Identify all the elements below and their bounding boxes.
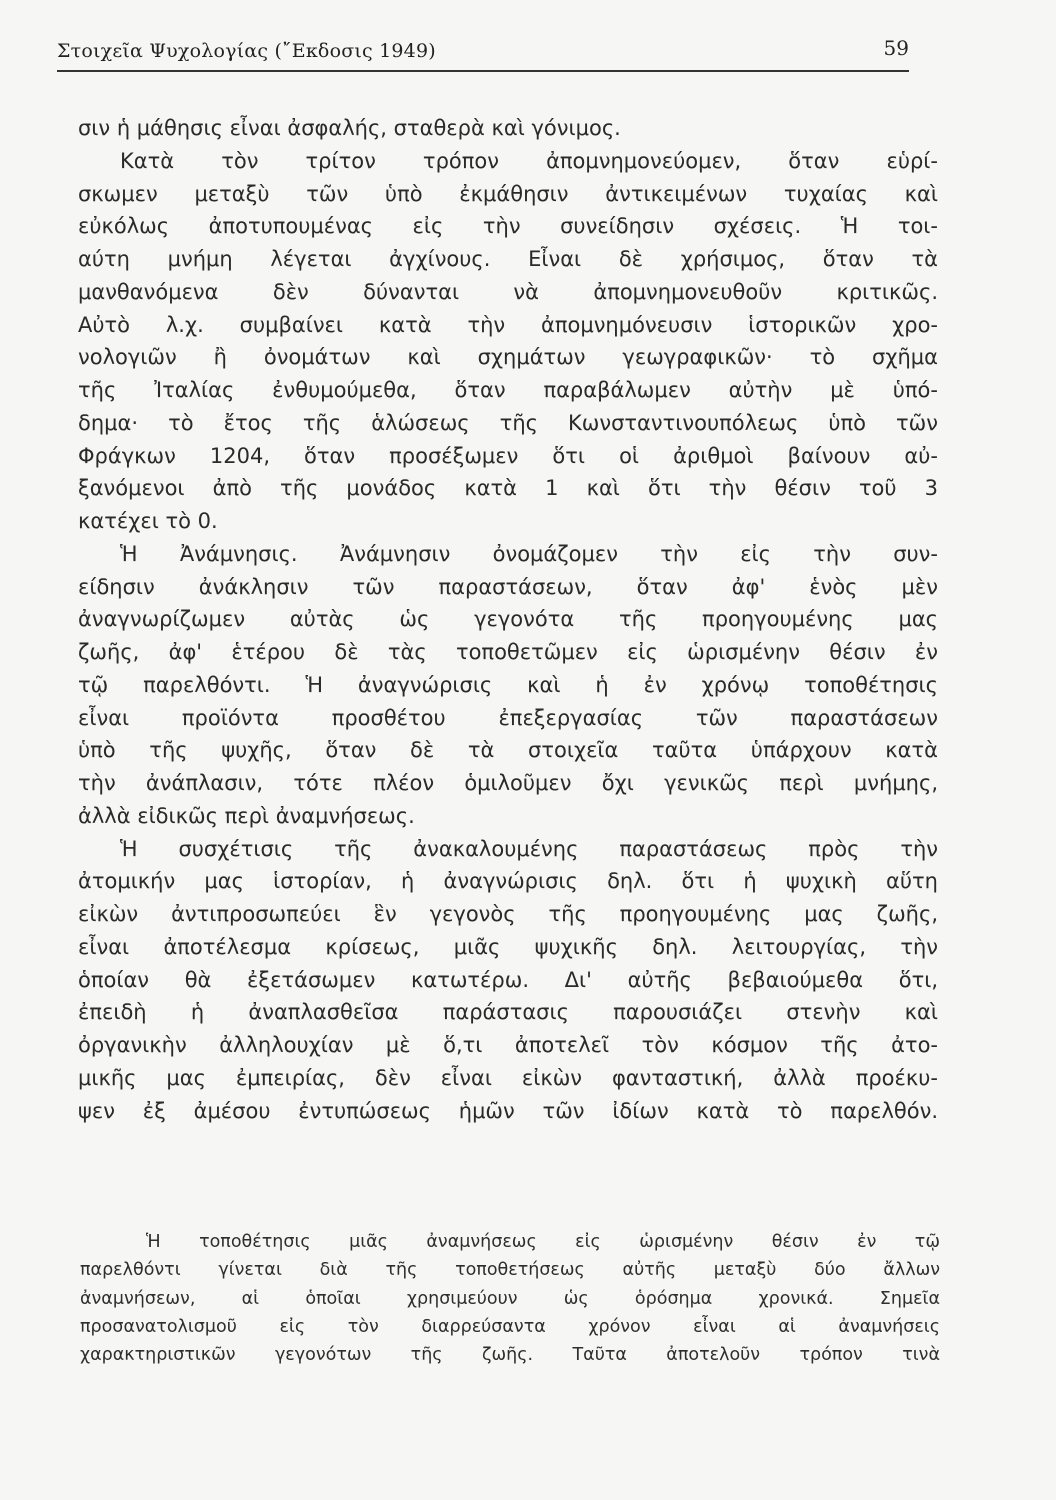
- footnote-line: χαρακτηριστικῶν γεγονότων τῆς ζωῆς. Ταῦτα ἀποτελοῦν τρόπον τινὰ: [80, 1345, 940, 1366]
- text-line: εἶναι ἀποτέλεσμα κρίσεως, μιᾶς ψυχικῆς δηλ. λειτουργίας, τὴν: [78, 934, 938, 959]
- text-line: μικῆς μας ἐμπειρίας, δὲν εἶναι εἰκὼν φανταστική, ἀλλὰ προέκυ-: [78, 1065, 938, 1090]
- text-line: Αὐτὸ λ.χ. συμβαίνει κατὰ τὴν ἀπομνημόνευσιν ἱστορικῶν χρο-: [78, 312, 938, 337]
- text-line: ἀλλὰ εἰδικῶς περὶ ἀναμνήσεως.: [78, 803, 415, 828]
- text-line: τὴν ἀνάπλασιν, τότε πλέον ὁμιλοῦμεν ὄχι γενικῶς περὶ μνήμης,: [78, 771, 938, 795]
- text-line: ζωῆς, ἀφ' ἑτέρου δὲ τὰς τοποθετῶμεν εἰς ὡρισμένην θέσιν ἐν: [78, 640, 938, 664]
- text-line: δημα· τὸ ἔτος τῆς ἁλώσεως τῆς Κωνσταντινουπόλεως ὑπὸ τῶν: [78, 410, 938, 435]
- footnote-line: παρελθόντι γίνεται διὰ τῆς τοποθετήσεως αὐτῆς μεταξὺ δύο ἄλλων: [80, 1260, 940, 1281]
- page-number: 59: [883, 36, 909, 60]
- footnote-line: Ἡ τοποθέτησις μιᾶς ἀναμνήσεως εἰς ὡρισμένην θέσιν ἐν τῷ: [146, 1232, 940, 1252]
- text-line: ξανόμενοι ἀπὸ τῆς μονάδος κατὰ 1 καὶ ὅτι τὴν θέσιν τοῦ 3: [78, 476, 938, 501]
- text-line: εἰκὼν ἀντιπροσωπεύει ἓν γεγονὸς τῆς προηγουμένης μας ζωῆς,: [78, 902, 938, 926]
- text-line: είδησιν ἀνάκλησιν τῶν παραστάσεων, ὅταν ἀφ' ἑνὸς μὲν: [78, 574, 938, 599]
- text-line: ἐπειδὴ ἡ ἀναπλασθεῖσα παράστασις παρουσιάζει στενὴν καὶ: [78, 1000, 938, 1025]
- text-line: Ἡ Ἀνάμνησις. Ἀνάμνησιν ὀνομάζομεν τὴν εἰς τὴν συν-: [120, 541, 938, 566]
- text-line: Κατὰ τὸν τρίτον τρόπον ἀπομνημονεύομεν, ὅταν εὑρί-: [120, 148, 938, 173]
- text-line: τῆς Ἰταλίας ἐνθυμούμεθα, ὅταν παραβάλωμεν αὐτὴν μὲ ὑπό-: [78, 378, 938, 402]
- text-line: εἶναι προϊόντα προσθέτου ἐπεξεργασίας τῶν παραστάσεων: [78, 705, 938, 730]
- text-line: Φράγκων 1204, ὅταν προσέξωμεν ὅτι οἱ ἀριθμοὶ βαίνουν αὐ-: [78, 443, 938, 468]
- running-header-title: Στοιχεῖα Ψυχολογίας (῎Εκδοσις 1949): [57, 40, 436, 62]
- footnote-line: ἀναμνήσεων, αἱ ὁποῖαι χρησιμεύουν ὡς ὁρόσημα χρονικά. Σημεῖα: [80, 1288, 940, 1309]
- text-line: αύτη μνήμη λέγεται ἀγχίνους. Εἶναι δὲ χρήσιμος, ὅταν τὰ: [78, 247, 938, 271]
- footnote-line: προσανατολισμοῦ εἰς τὸν διαρρεύσαντα χρόνον εἶναι αἱ ἀναμνήσεις: [80, 1316, 940, 1337]
- text-line: σιν ἡ μάθησις εἶναι ἀσφαλής, σταθερὰ καὶ γόνιμος.: [78, 116, 621, 140]
- text-line: κατέχει τὸ 0.: [78, 509, 218, 533]
- text-line: ὀργανικὴν ἀλληλουχίαν μὲ ὅ,τι ἀποτελεῖ τὸν κόσμον τῆς ἀτο-: [78, 1033, 938, 1057]
- footnote-text: [80, 1228, 940, 1369]
- text-line: νολογιῶν ἢ ὀνομάτων καὶ σχημάτων γεωγραφικῶν· τὸ σχῆμα: [78, 345, 938, 370]
- text-line: ψεν ἐξ ἀμέσου ἐντυπώσεως ἡμῶν τῶν ἰδίων κατὰ τὸ παρελθόν.: [78, 1098, 938, 1123]
- text-line: μανθανόμενα δὲν δύνανται νὰ ἀπομνημονευθοῦν κριτικῶς.: [78, 279, 938, 304]
- running-header: [57, 36, 909, 72]
- main-text: [78, 112, 938, 1127]
- text-line: ἀναγνωρίζωμεν αὐτὰς ὡς γεγονότα τῆς προηγουμένης μας: [78, 607, 938, 632]
- text-line: ὑπὸ τῆς ψυχῆς, ὅταν δὲ τὰ στοιχεῖα ταῦτα ὑπάρχουν κατὰ: [78, 738, 938, 763]
- text-line: Ἡ συσχέτισις τῆς ἀνακαλουμένης παραστάσεως πρὸς τὴν: [120, 836, 938, 861]
- text-line: τῷ παρελθόντι. Ἡ ἀναγνώρισις καὶ ἡ ἐν χρόνῳ τοποθέτησις: [78, 672, 938, 697]
- text-line: εὐκόλως ἀποτυπουμένας εἰς τὴν συνείδησιν σχέσεις. Ἡ τοι-: [78, 214, 938, 239]
- text-line: ὁποίαν θὰ ἐξετάσωμεν κατωτέρω. Δι' αὐτῆς βεβαιούμεθα ὅτι,: [78, 967, 938, 992]
- text-line: ἀτομικήν μας ἱστορίαν, ἡ ἀναγνώρισις δηλ. ὅτι ἡ ψυχικὴ αὕτη: [78, 869, 938, 894]
- text-line: σκωμεν μεταξὺ τῶν ὑπὸ ἐκμάθησιν ἀντικειμένων τυχαίας καὶ: [78, 181, 938, 206]
